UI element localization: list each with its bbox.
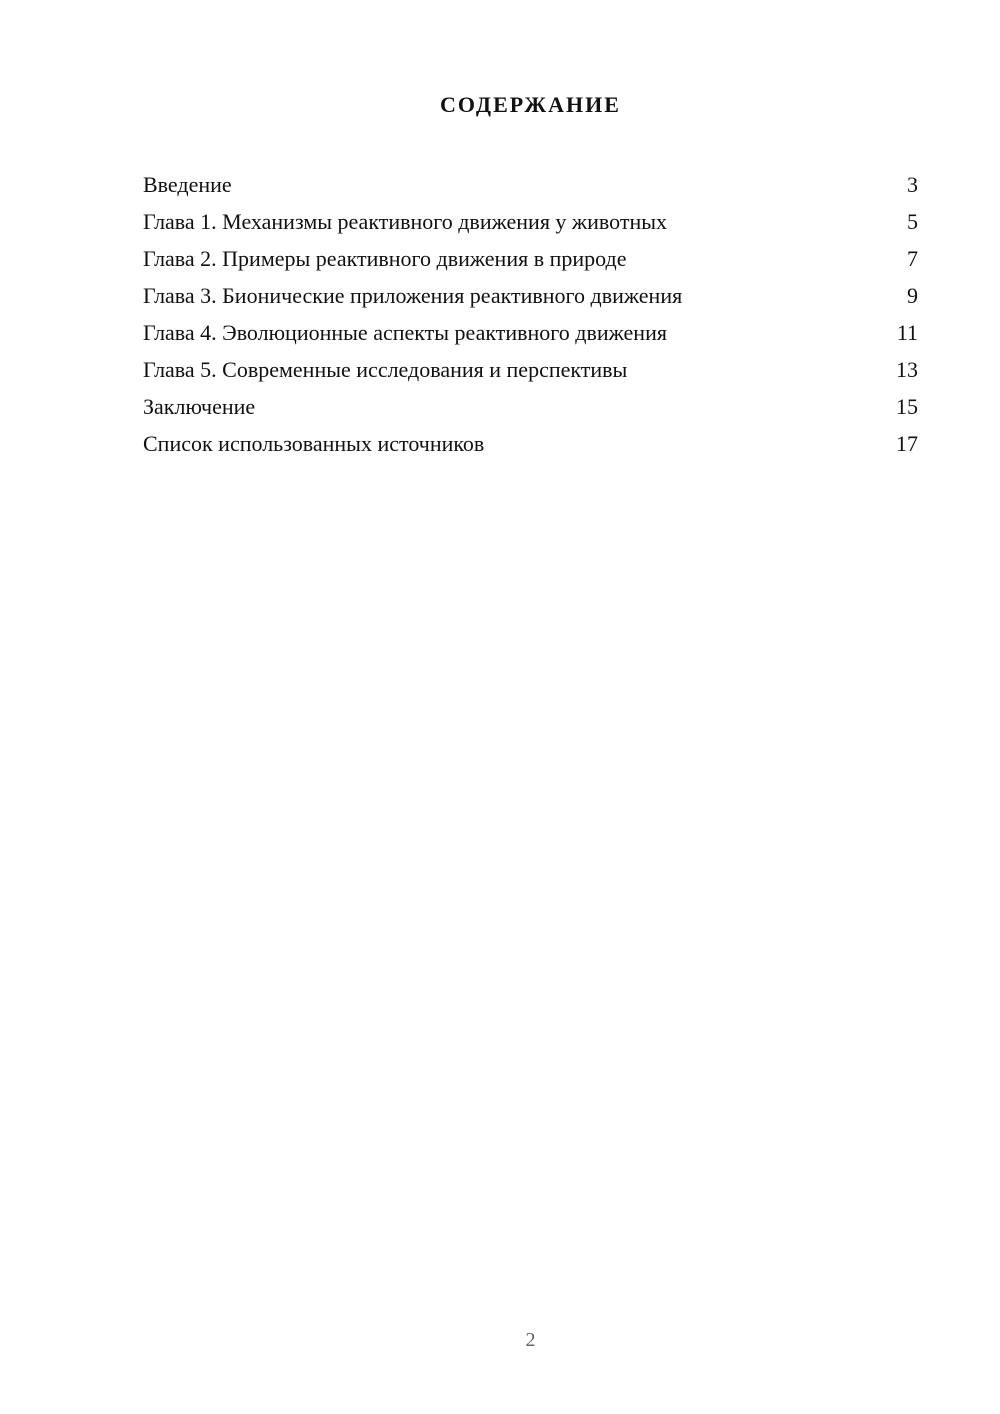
toc-entry-page: 3 bbox=[907, 172, 918, 197]
toc-content bbox=[143, 90, 918, 462]
page-title: СОДЕРЖАНИЕ bbox=[440, 92, 621, 117]
toc-row bbox=[143, 203, 918, 240]
toc-entry-label: Глава 2. Примеры реактивного движения в природе bbox=[143, 246, 627, 271]
toc-row bbox=[143, 425, 918, 462]
toc-entry-page: 5 bbox=[907, 209, 918, 234]
table-of-contents bbox=[143, 166, 918, 462]
toc-entry-label: Список использованных источников bbox=[143, 431, 485, 456]
footer-page-number: 2 bbox=[525, 1329, 536, 1351]
toc-row bbox=[143, 277, 918, 314]
toc-entry-label: Глава 5. Современные исследования и перспективы bbox=[143, 357, 628, 382]
toc-entry-label: Заключение bbox=[143, 394, 256, 419]
toc-entry-page: 11 bbox=[896, 320, 918, 345]
toc-row bbox=[143, 240, 918, 277]
toc-row bbox=[143, 166, 918, 203]
toc-row bbox=[143, 351, 918, 388]
toc-entry-label: Глава 4. Эволюционные аспекты реактивного движения bbox=[143, 320, 667, 345]
toc-row bbox=[143, 314, 918, 351]
toc-entry-page: 7 bbox=[907, 246, 918, 271]
toc-row bbox=[143, 388, 918, 425]
toc-entry-label: Глава 3. Бионические приложения реактивного движения bbox=[143, 283, 683, 308]
toc-entry-label: Введение bbox=[143, 172, 232, 197]
toc-entry-page: 17 bbox=[896, 431, 918, 456]
toc-entry-page: 15 bbox=[896, 394, 918, 419]
toc-entry-label: Глава 1. Механизмы реактивного движения у животных bbox=[143, 209, 668, 234]
toc-entry-page: 13 bbox=[896, 357, 918, 382]
toc-entry-page: 9 bbox=[907, 283, 918, 308]
